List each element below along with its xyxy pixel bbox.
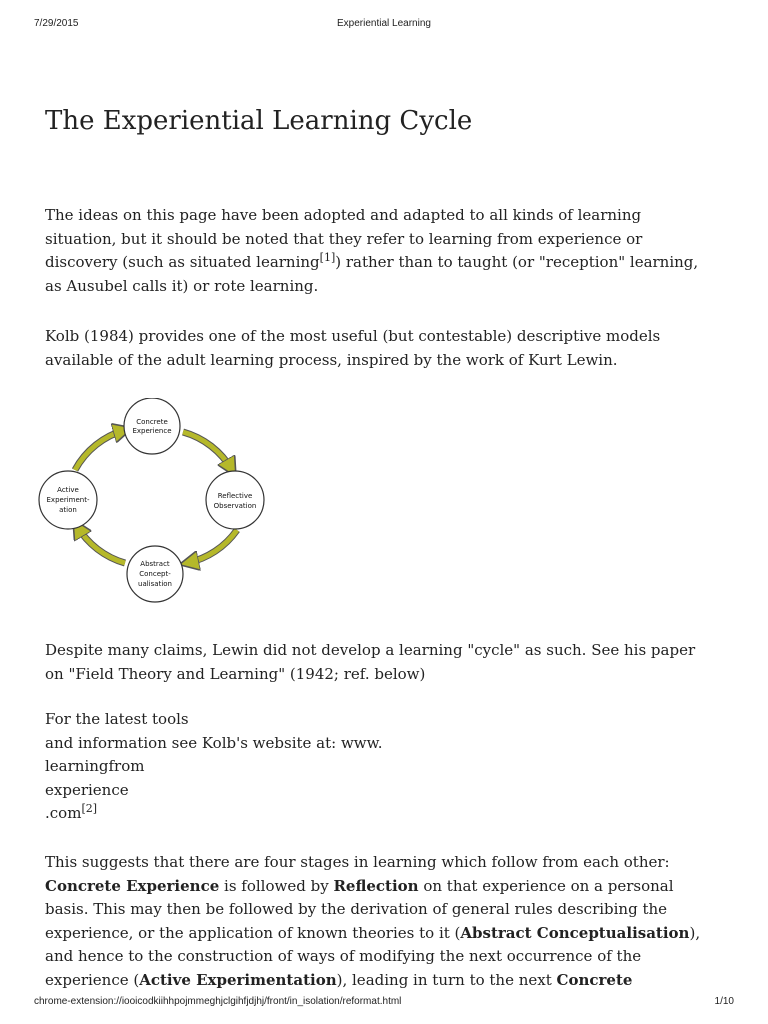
print-footer xyxy=(34,996,734,1010)
p1-line-3 xyxy=(45,251,699,275)
p5-line-1: This suggests that there are four stages in learning which follow from each other: xyxy=(45,853,670,871)
arrow-reflective-to-abstract xyxy=(187,530,237,563)
print-title: Experiential Learning xyxy=(337,18,431,29)
p2-line-1: Kolb (1984) provides one of the most useful (but contestable) descriptive models xyxy=(45,327,661,345)
learning-cycle-svg xyxy=(37,398,267,603)
node-concrete-experience xyxy=(124,398,180,454)
p3-line-2: on "Field Theory and Learning" (1942; ref. below) xyxy=(45,664,426,683)
svg-text:Concept-: Concept- xyxy=(139,570,171,578)
footnote-ref-1[interactable]: [1] xyxy=(319,251,336,264)
p5-line-4-t1: experience, or the application of known theories to it ( xyxy=(45,923,461,942)
learning-cycle-diagram xyxy=(37,398,267,603)
p5-line-4-t2: ), xyxy=(689,923,701,942)
arrow-active-to-concrete xyxy=(75,430,125,470)
p5-line-6 xyxy=(45,969,685,993)
lewin-paragraph xyxy=(45,639,696,686)
svg-text:Concrete: Concrete xyxy=(136,418,168,426)
arrow-abstract-to-active xyxy=(77,526,125,563)
node-reflective-observation xyxy=(206,471,264,529)
p1-line-4: as Ausubel calls it) or rote learning. xyxy=(45,276,319,295)
p5-line-2-t1: is followed by xyxy=(219,876,334,895)
svg-text:Abstract: Abstract xyxy=(140,560,170,568)
p5-line-6-t2: ), leading in turn to the next xyxy=(336,970,557,989)
p5-line-6-t1: experience ( xyxy=(45,970,140,989)
print-url: chrome-extension://iooicodkiihhpojmmeghjclgihfjdjhj/front/in_isolation/reformat.html xyxy=(34,996,402,1007)
intro-paragraph xyxy=(45,204,699,298)
node-abstract-conceptualisation xyxy=(127,546,183,602)
p1-line-2: situation, but it should be noted that they refer to learning from experience or xyxy=(45,229,643,248)
p1-line-3b: ) rather than to taught (or "reception" learning, xyxy=(335,253,699,271)
svg-text:ation: ation xyxy=(59,506,77,514)
svg-text:Reflective: Reflective xyxy=(217,492,253,500)
term-reflection: Reflection xyxy=(333,876,419,895)
term-concrete-experience: Concrete Experience xyxy=(45,876,220,895)
svg-text:Experience: Experience xyxy=(132,427,172,435)
svg-text:Observation: Observation xyxy=(213,502,257,510)
stages-paragraph xyxy=(45,851,701,992)
print-header xyxy=(34,18,734,32)
p2-line-2: available of the adult learning process, inspired by the work of Kurt Lewin. xyxy=(45,350,618,369)
print-date: 7/29/2015 xyxy=(34,18,79,29)
svg-text:Experiment-: Experiment- xyxy=(46,496,90,504)
p5-line-3: basis. This may then be followed by the derivation of general rules describing the xyxy=(45,900,668,918)
svg-text:Active: Active xyxy=(57,486,79,494)
footnote-ref-2[interactable]: [2] xyxy=(81,802,98,815)
kolb-paragraph xyxy=(45,325,685,372)
p3-line-1: Despite many claims, Lewin did not develop a learning "cycle" as such. See his paper xyxy=(45,641,696,659)
page-title: The Experiential Learning Cycle xyxy=(45,106,473,136)
p4-line-3: learningfrom xyxy=(45,757,145,775)
p1-line-1: The ideas on this page have been adopted and adapted to all kinds of learning xyxy=(45,206,642,224)
p5-line-5: and hence to the construction of ways of modifying the next occurrence of the xyxy=(45,947,642,965)
p5-line-4 xyxy=(45,922,701,946)
term-abstract-conceptualisation: Abstract Conceptualisation xyxy=(460,923,690,942)
p4-line-5a: .com xyxy=(45,804,82,822)
node-active-experimentation xyxy=(39,471,97,529)
p1-line-3a: discovery (such as situated learning xyxy=(45,253,320,271)
p4-line-2: and information see Kolb's website at: www. xyxy=(45,733,383,752)
term-active-experimentation: Active Experimentation xyxy=(139,970,337,989)
term-concrete: Concrete xyxy=(556,970,633,989)
website-paragraph xyxy=(45,708,385,826)
arrow-concrete-to-reflective xyxy=(183,432,232,470)
p4-line-5 xyxy=(45,802,385,826)
p5-line-2-t2: on that experience on a personal xyxy=(418,876,674,895)
svg-text:ualisation: ualisation xyxy=(138,580,172,588)
p4-line-1: For the latest tools xyxy=(45,710,189,728)
page-number: 1/10 xyxy=(714,996,734,1007)
p4-line-4: experience xyxy=(45,780,129,799)
p5-line-2 xyxy=(45,875,685,899)
